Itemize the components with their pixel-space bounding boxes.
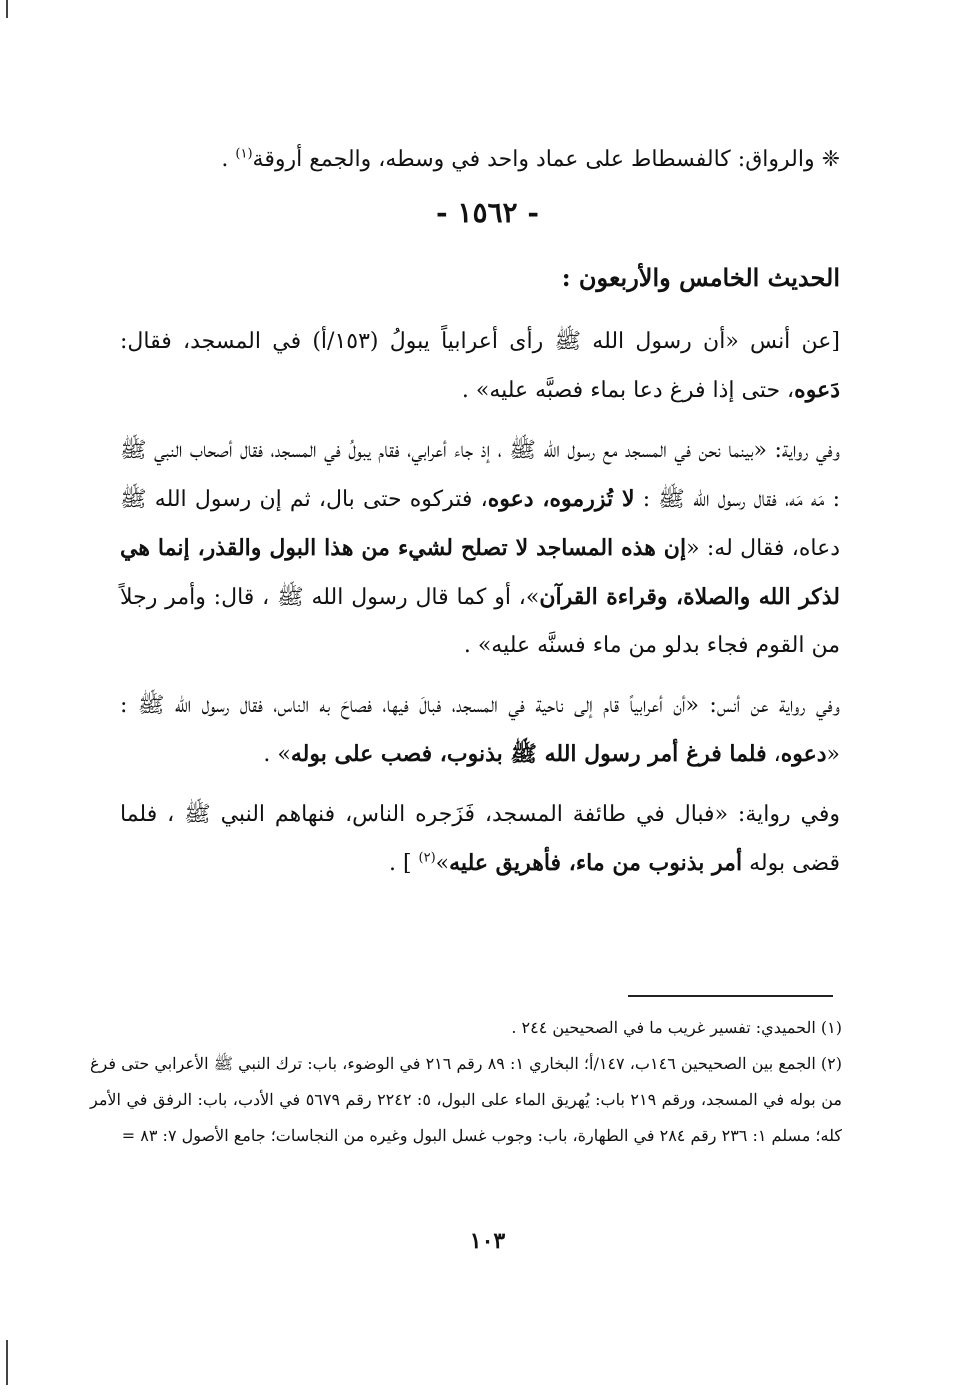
- hadith-heading: الحديث الخامس والأربعون :: [561, 263, 840, 292]
- narration-text: وفي رواية: «فبال في طائفة المسجد، فَزَجره الناس، فنهاهم النبي ﷺ ، فلما قضى بوله: [120, 802, 840, 876]
- narration-text: ،: [766, 742, 781, 767]
- narration-text: وفي رواية عن أنس: «أن أعرابياً قام إلى ناحية في المسجد، فبالَ فيها، فصاحَ به الناس، فقال رسول الله ﷺ : «: [120, 693, 840, 767]
- narration-text: »: [435, 851, 450, 876]
- hadith-paragraph: [120, 318, 840, 415]
- narration-text: وفي رواية: «بينما نحن في المسجد مع رسول الله ﷺ ، إذ جاء أعرابي، فقام يبولُ في المسجد، فقال أصحاب النبي ﷺ : مَه مَه، فقال رسول الله ﷺ :: [120, 438, 840, 512]
- footnote-divider: [628, 995, 833, 997]
- page-number: ١٠٣: [469, 1228, 506, 1254]
- scan-edge-mark: [6, 0, 8, 18]
- intro-footnote-ref: (١): [235, 146, 253, 162]
- narration-text: » .: [263, 742, 291, 767]
- intro-end: .: [221, 147, 236, 172]
- narration-text: »، أو كما قال رسول الله ﷺ ، قال: وأمر رجلاً من القوم فجاء بدلو من ماء فسنَّه عليه» .: [120, 585, 840, 658]
- intro-line: [120, 138, 840, 182]
- prophetic-saying: إن هذه المساجد لا تصلح لشيء من هذا البول والقذر، إنما هي لذكر الله والصلاة، وقراءة القرآن: [120, 535, 841, 610]
- narration-text: ، حتى إذا فرغ دعا بماء فصبَّه عليه» .: [461, 378, 795, 403]
- hadith-paragraph: [120, 427, 840, 670]
- narration-text: ، فتركوه حتى بال، ثم إن رسول الله ﷺ دعاه، فقال له: «: [120, 487, 841, 561]
- hadith-number: - ١٥٦٢ -: [436, 196, 539, 229]
- scan-edge-mark: [6, 1340, 8, 1385]
- footnotes: [90, 1010, 842, 1154]
- intro-text: ❈ والرواق: كالفسطاط على عماد واحد في وسطه، والجمع أروقة: [252, 147, 840, 172]
- prophetic-saying: دعوه: [780, 741, 827, 767]
- narration-text: ] .: [388, 851, 419, 876]
- footnote-item: (٢) الجمع بين الصحيحين ١٤٦ب، ١٤٧/أ؛ البخاري ١: ٨٩ رقم ٢١٦ في الوضوء، باب: ترك النبي ﷺ الأعرابي حتى فرغ من بوله في المسجد، ورقم ٢١٩ باب: يُهريق الماء على البول، ٥: ٢٢٤٢ رقم ٥٦٧٩ في الأدب، باب: الرفق في الأمر كله؛ مسلم ١: ٢٣٦ رقم ٢٨٤ في الطهارة، باب: وجوب غسل البول وغيره من النجاسات؛ جامع الأصول ٧: ٨٣ =: [90, 1054, 843, 1145]
- prophetic-saying: لا تُزرموه، دعوه: [487, 486, 635, 512]
- hadith-paragraph: [120, 791, 840, 888]
- hadith-body: [120, 318, 840, 900]
- narration-text: [عن أنس «أن رسول الله ﷺ رأى أعرابياً يبولُ (١٥٣/أ) في المسجد، فقال:: [120, 329, 840, 354]
- prophetic-saying: دَعوه: [794, 377, 840, 403]
- hadith-paragraph: [120, 682, 840, 779]
- prophetic-saying: فلما فرغ أمر رسول الله ﷺ بذنوب، فصب على بوله: [290, 741, 767, 767]
- prophetic-saying: أمر بذنوب من ماء، فأهريق عليه: [449, 850, 743, 876]
- footnote-item: (١) الحميدي: تفسير غريب ما في الصحيحين ٢٤٤ .: [511, 1018, 842, 1037]
- footnote-ref: (٢): [418, 850, 436, 866]
